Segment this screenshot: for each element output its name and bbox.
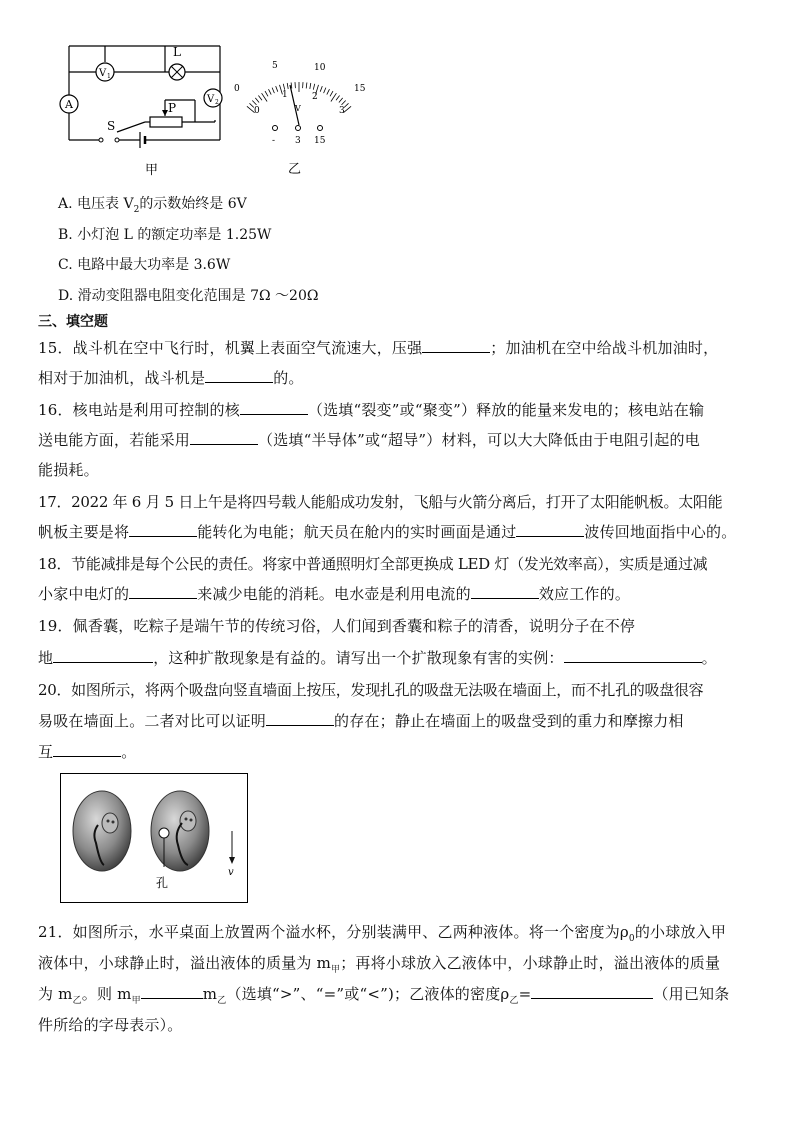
suction-cup-left — [73, 791, 131, 871]
velocity-label: v — [228, 867, 234, 878]
figure-b-caption: 乙 — [288, 162, 302, 177]
q18-line1: 18．节能减排是每个公民的责任。将家中普通照明灯全部更换成 LED 灯（发光效率高），实质是通过减 — [38, 555, 708, 573]
q16-line2: 送电能方面，若能采用 （选填“半导体”或“超导”）材料，可以大大降低由于电阻引起的电 — [38, 431, 700, 449]
q18-line2: 小家中电灯的 来减少电能的消耗。电水壶是利用电流的 效应工作的。 — [38, 585, 631, 603]
hole-label: 孔 — [156, 876, 169, 890]
q21-blank1 — [141, 984, 203, 999]
option-a: A. 电压表 $V_2$的示数始终是 6V — [58, 196, 247, 215]
option-c: C. 电路中最大功率是 3.6W — [58, 257, 231, 273]
dial-bottom-3: 3 — [339, 106, 345, 116]
dial-bottom-0: 0 — [254, 106, 260, 116]
q17-blank2 — [516, 522, 584, 537]
dial-tick — [291, 83, 292, 89]
q19-blank2 — [564, 648, 702, 663]
q16-blank2 — [190, 430, 258, 445]
q19-line1: 19．佩香囊，吃粽子是端午节的传统习俗，人们闻到香囊和粽子的清香，说明分子在不停 — [38, 617, 636, 635]
q20-blank1 — [266, 711, 334, 726]
dial-tick — [265, 91, 268, 96]
q16-blank1 — [240, 400, 308, 415]
dial-tick — [287, 83, 288, 89]
dial-tick — [331, 93, 337, 101]
q15-blank1 — [422, 338, 490, 353]
ammeter-label: A — [65, 98, 73, 111]
q18-blank2 — [471, 584, 539, 599]
q17-blank1 — [129, 522, 197, 537]
dial-tick — [339, 98, 343, 103]
dial-tick — [272, 88, 274, 94]
dial-tick — [344, 103, 348, 107]
dial-bottom-2: 2 — [312, 92, 318, 102]
q15-line1: 15．战斗机在空中飞行时，机翼上表面空气流速大，压强 ；加油机在空中给战斗机加油时， — [38, 339, 719, 357]
switch-label: S — [107, 119, 116, 133]
dial-tick — [313, 84, 314, 90]
dial-tick — [258, 96, 262, 101]
q20-line2: 易吸在墙面上。二者对比可以证明 的存在；静止在墙面上的吸盘受到的重力和摩擦力相 — [38, 712, 684, 730]
q21-line4: 件所给的字母表示）。 — [38, 1016, 183, 1034]
dial-tick — [252, 101, 256, 105]
dial-tick — [262, 93, 268, 101]
dial-bottom-1: 1 — [282, 90, 288, 100]
figure-a-caption: 甲 — [145, 163, 159, 178]
dial-tick — [320, 86, 322, 92]
dial-tick — [310, 83, 311, 89]
q20-blank2 — [53, 742, 121, 757]
q21-line3: 为 $m_乙$。则 $m_甲$ $m_乙$（选填“>”、“=”或“<”)；乙液体的密度$\rho_乙=$ （用已知条 — [38, 985, 730, 1006]
q21-blank2 — [531, 984, 653, 999]
dial-tick — [283, 84, 284, 90]
q17-line1: 17．2022 年 6 月 5 日上午是将四号载人能船成功发射，飞船与火箭分离后，打开了太阳能帆板。太阳能 — [38, 493, 723, 511]
voltmeter-2-label: V — [207, 94, 215, 105]
q17-line2: 帆板主要是将 能转化为电能；航天员在舱内的实时画面是通过 波传回地面指中心的。 — [38, 523, 737, 541]
dial-tick — [336, 96, 340, 101]
dial-top-15: 15 — [354, 84, 366, 94]
dial-tick — [306, 83, 307, 89]
q15-line2: 相对于加油机，战斗机是 的。 — [38, 369, 304, 387]
dial-tick — [327, 89, 330, 94]
option-d: D. 滑动变阻器电阻变化范围是 7Ω ～20Ω — [58, 288, 319, 304]
q16-line3: 能损耗。 — [38, 461, 99, 479]
dial-tick — [269, 89, 272, 94]
q21-line2: 液体中，小球静止时，溢出液体的质量为 $m_甲$；再将小球放入乙液体中，小球静止时，溢出液体的质量 — [38, 954, 721, 975]
terminal-neg: - — [272, 136, 276, 146]
dial-tick — [324, 88, 326, 94]
dial-tick — [255, 98, 259, 103]
dial-tick — [276, 86, 278, 92]
circuit-diagram — [55, 40, 235, 180]
voltmeter-1-label: V — [99, 68, 107, 79]
dial-top-10: 10 — [314, 63, 326, 73]
voltmeter-2-sub: 2 — [215, 99, 219, 106]
terminal-15: 15 — [314, 136, 326, 146]
voltmeter-dial — [232, 55, 372, 180]
hole-marker — [159, 828, 169, 838]
suction-cup-figure — [60, 773, 248, 903]
dial-unit: V — [295, 104, 301, 113]
dial-left-zero: 0 — [234, 84, 240, 94]
section-title: 三、填空题 — [38, 314, 108, 330]
dial-tick — [342, 101, 346, 105]
voltmeter-1-sub: 1 — [107, 73, 111, 80]
dial-tick — [330, 91, 333, 96]
option-b: B. 小灯泡 L 的额定功率是 1.25W — [58, 227, 272, 243]
q20-line1: 20．如图所示，将两个吸盘向竖直墙面上按压，发现扎孔的吸盘无法吸在墙面上，而不扎孔的吸盘很容 — [38, 681, 704, 699]
terminal-3: 3 — [295, 136, 301, 146]
q20-line3: 互 。 — [38, 743, 137, 761]
q18-blank1 — [129, 584, 197, 599]
dial-top-5: 5 — [272, 61, 278, 71]
q21-line1: 21．如图所示，水平桌面上放置两个溢水杯，分别装满甲、乙两种液体。将一个密度为$\rho_0$的小球放入甲 — [38, 923, 727, 944]
lamp-label: L — [173, 45, 181, 59]
q19-blank1 — [53, 648, 153, 663]
q16-line1: 16．核电站是利用可控制的核 （选填“裂变”或“聚变”）释放的能量来发电的；核电站在输 — [38, 401, 705, 419]
slider-label: P — [168, 101, 177, 115]
q15-blank2 — [205, 368, 273, 383]
q19-line2: 地 ，这种扩散现象是有益的。请写出一个扩散现象有害的实例： 。 — [38, 649, 717, 667]
